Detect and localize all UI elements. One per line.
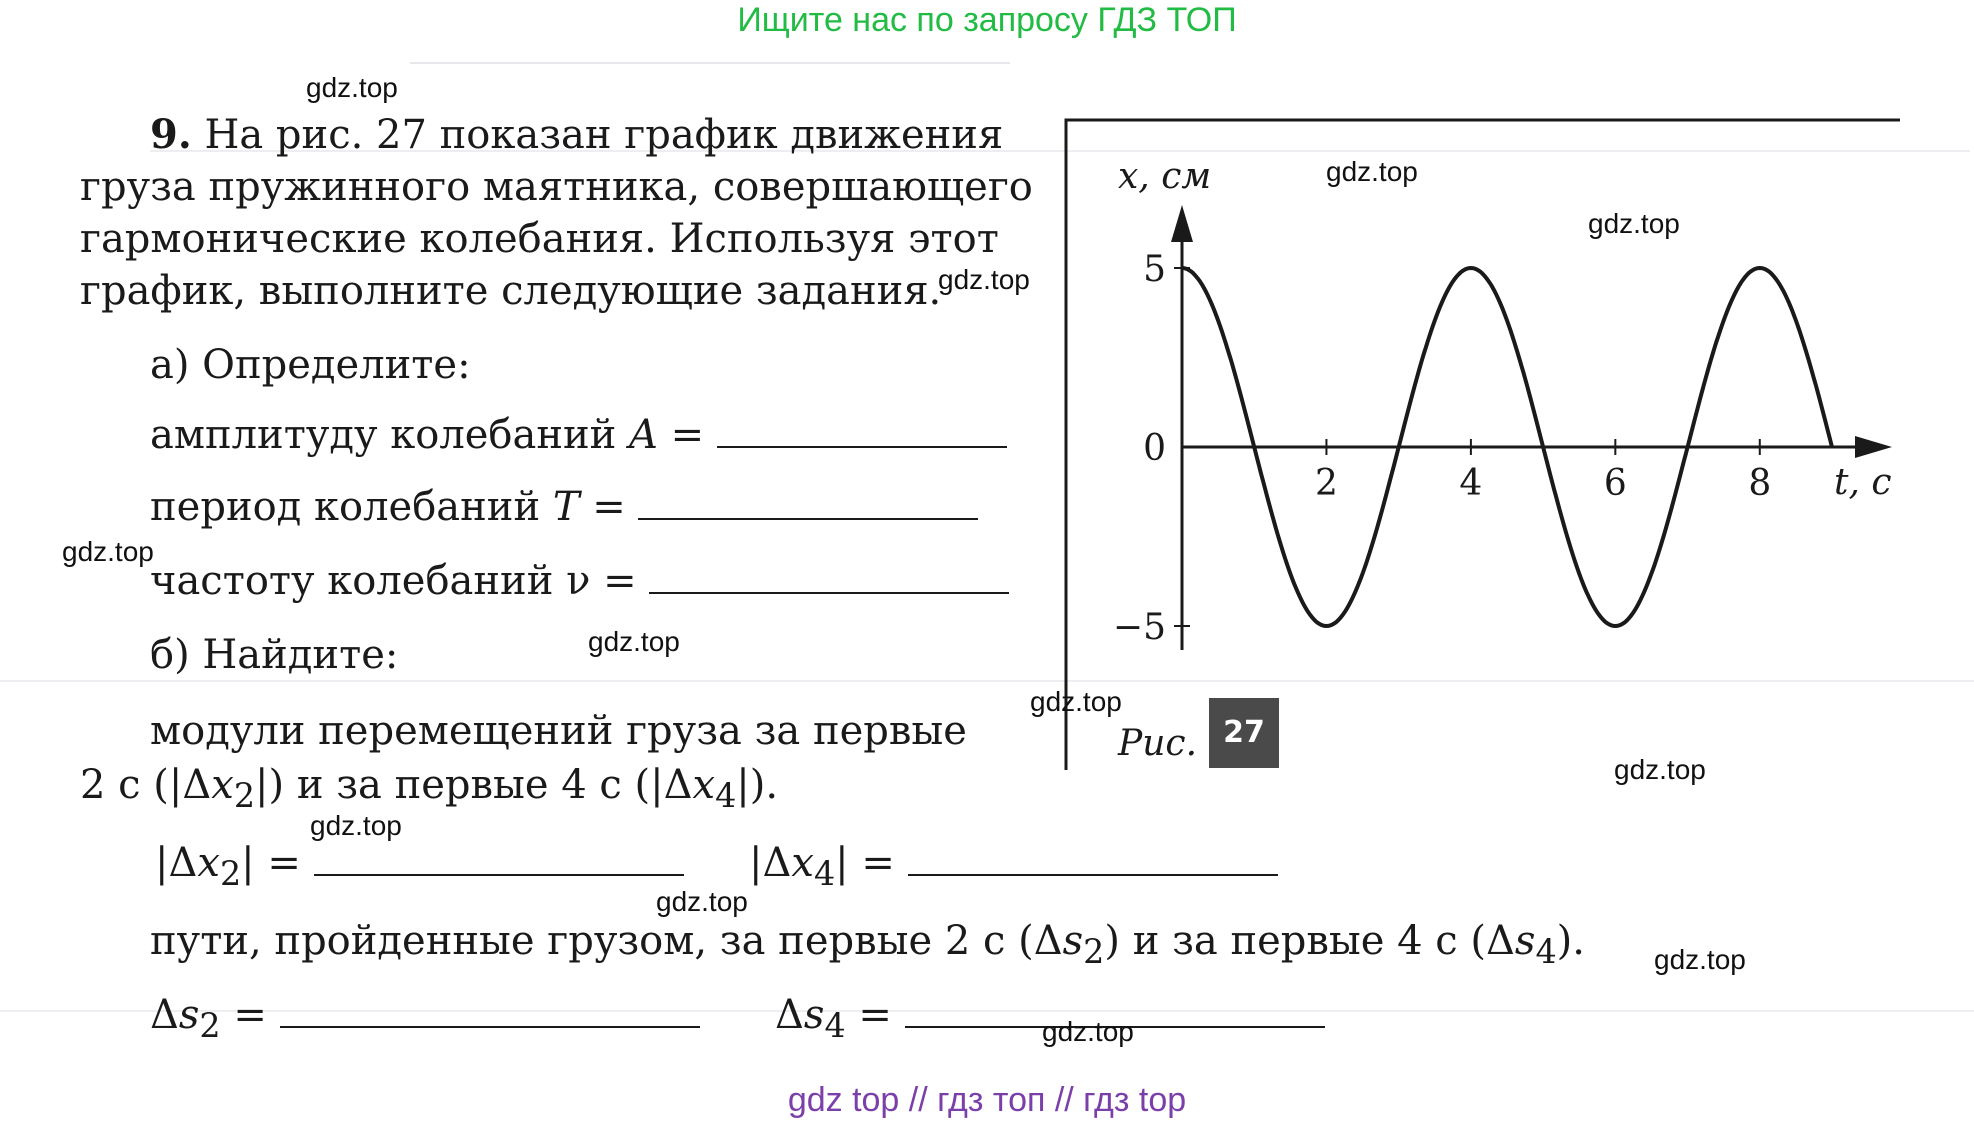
s-symbol: s	[803, 992, 825, 1038]
figure-caption: Рис.	[1118, 723, 1198, 764]
text: Δ	[150, 992, 179, 1038]
period-label: период колебаний	[150, 484, 553, 530]
text: |) и за первые 4 с (|Δ	[255, 762, 693, 808]
period-symbol: T	[552, 484, 580, 530]
text: |Δ	[155, 840, 198, 886]
watermark: gdz.top	[1654, 944, 1746, 975]
text: ) и за первые 4 с (Δ	[1104, 918, 1515, 964]
text: |Δ	[749, 840, 792, 886]
amplitude-symbol: A	[629, 412, 658, 458]
frequency-label: частоту колебаний	[150, 558, 567, 604]
bottom-banner[interactable]: gdz top // гдз топ // гдз top	[787, 1081, 1187, 1119]
text: 2 с (|Δ	[80, 762, 212, 808]
part-a-heading: а) Определите:	[150, 342, 471, 388]
equals: =	[220, 992, 280, 1038]
equals: =	[590, 558, 650, 604]
x-symbol: x	[211, 762, 234, 808]
text: | =	[835, 840, 908, 886]
sub: 4	[715, 776, 737, 815]
y-axis-arrow	[1171, 205, 1193, 242]
top-banner: Ищите нас по запросу ГДЗ ТОП	[737, 1, 1237, 39]
figure-number-badge: 27	[1209, 698, 1279, 768]
equals: =	[579, 484, 639, 530]
displacement-text-1: модули перемещений груза за первые	[150, 708, 967, 754]
watermark: gdz.top	[1588, 208, 1680, 239]
sub: 4	[824, 1006, 846, 1045]
watermark: gdz.top	[306, 72, 398, 103]
problem-line-3: гармонические колебания. Используя этот	[80, 216, 999, 262]
problem-line-4: график, выполните следующие задания.	[80, 268, 942, 314]
text: | =	[241, 840, 314, 886]
sub: 2	[219, 854, 242, 893]
sub: 4	[1535, 932, 1557, 971]
equals: =	[845, 992, 905, 1038]
text: Δ	[775, 992, 804, 1038]
part-b-heading: б) Найдите:	[150, 632, 399, 678]
watermark: gdz.top	[1030, 686, 1122, 717]
y-tick-label: 0	[1143, 428, 1166, 469]
x-axis-label: t, с	[1834, 462, 1892, 503]
y-axis-label: x, см	[1118, 156, 1212, 197]
x-tick-label: 2	[1314, 463, 1338, 504]
watermark: gdz.top	[656, 886, 748, 917]
sub: 2	[199, 1006, 221, 1045]
watermark: gdz.top	[1326, 156, 1418, 187]
problem-number: 9.	[150, 111, 192, 158]
equals: =	[657, 412, 717, 458]
amplitude-label: амплитуду колебаний	[150, 412, 630, 458]
s-symbol: s	[178, 992, 200, 1038]
text: |).	[736, 762, 779, 808]
sub: 2	[1083, 932, 1105, 971]
x-axis-arrow	[1855, 436, 1892, 458]
watermark: gdz.top	[588, 626, 680, 657]
x-symbol: x	[692, 762, 716, 808]
watermark: gdz.top	[1042, 1016, 1134, 1047]
y-tick-label: 5	[1143, 249, 1166, 290]
watermark: gdz.top	[310, 810, 402, 841]
text: пути, пройденные грузом, за первые 2 с (Δ	[150, 918, 1063, 964]
x-symbol: x	[791, 840, 814, 886]
sub: 4	[813, 854, 836, 893]
watermark: gdz.top	[938, 264, 1030, 295]
x-symbol: x	[197, 840, 220, 886]
y-tick-label: −5	[1112, 607, 1166, 648]
frequency-symbol: ν	[566, 558, 591, 604]
x-tick-label: 4	[1459, 463, 1483, 504]
text: ).	[1556, 918, 1585, 964]
watermark: gdz.top	[1614, 754, 1706, 785]
watermark: gdz.top	[62, 536, 154, 567]
s-symbol: s	[1514, 918, 1536, 964]
x-tick-label: 8	[1748, 463, 1772, 504]
s-symbol: s	[1062, 918, 1084, 964]
problem-text-1: На рис. 27 показан график движения	[204, 112, 1004, 158]
x-tick-label: 6	[1603, 463, 1627, 504]
sub: 2	[233, 776, 256, 815]
problem-line-2: груза пружинного маятника, совершающего	[80, 164, 1033, 210]
